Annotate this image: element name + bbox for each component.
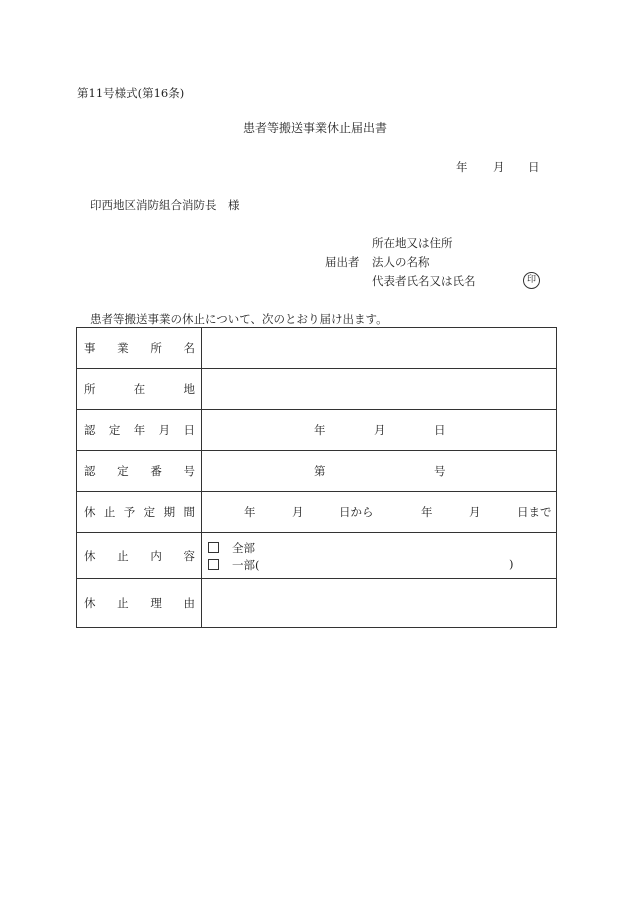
label-char: 期 <box>163 505 176 519</box>
label-char: 在 <box>133 382 146 396</box>
table-row <box>77 451 557 492</box>
period-from: 日から <box>339 505 374 519</box>
label-char: 容 <box>183 548 195 563</box>
date-day-label: 日 <box>528 160 540 174</box>
cert-number-suffix: 号 <box>434 464 446 478</box>
label-certification-number <box>77 451 202 492</box>
option-all[interactable] <box>208 540 255 555</box>
notification-table <box>76 327 557 628</box>
label-char: 内 <box>150 548 162 563</box>
addressee: 印西地区消防組合消防長 様 <box>90 198 240 212</box>
cert-month-label: 月 <box>374 423 386 437</box>
label-char: 理 <box>150 596 162 610</box>
label-char: 由 <box>183 596 195 610</box>
option-partial-close: ) <box>509 557 514 571</box>
label-char: 止 <box>117 596 129 610</box>
checkbox-icon[interactable] <box>208 559 219 570</box>
suspension-period-field[interactable] <box>202 492 557 533</box>
label-char: 休 <box>84 548 96 563</box>
suspension-reason-field[interactable] <box>202 579 557 628</box>
notifier-label: 届出者 <box>325 255 360 269</box>
table-row <box>77 328 557 369</box>
form-number: 第11号様式(第16条) <box>77 86 185 100</box>
table-row <box>77 492 557 533</box>
notifier-name-label: 法人の名称 <box>372 255 430 269</box>
table-row <box>77 533 557 579</box>
period-start-month: 月 <box>292 505 304 519</box>
location-field[interactable] <box>202 369 557 410</box>
option-partial[interactable] <box>208 557 260 572</box>
label-char: 年 <box>133 423 146 437</box>
period-start-year: 年 <box>244 505 256 519</box>
cert-day-label: 日 <box>434 423 446 437</box>
suspension-content-field <box>202 533 557 579</box>
label-business-office <box>77 328 202 369</box>
seal-mark: 印 <box>523 272 540 289</box>
label-char: 月 <box>158 423 171 437</box>
label-char: 予 <box>123 505 136 519</box>
label-char: 地 <box>183 382 195 396</box>
checkbox-icon[interactable] <box>208 542 219 553</box>
label-char: 定 <box>143 505 156 519</box>
label-suspension-content <box>77 533 202 579</box>
label-suspension-period <box>77 492 202 533</box>
date-month-label: 月 <box>493 160 505 174</box>
label-char: 止 <box>117 548 129 563</box>
business-office-field[interactable] <box>202 328 557 369</box>
notifier-representative-label: 代表者氏名又は氏名 <box>372 274 476 288</box>
label-char: 間 <box>183 505 195 519</box>
form-title: 患者等搬送事業休止届出書 <box>242 121 387 135</box>
label-location <box>77 369 202 410</box>
label-char: 定 <box>117 464 129 478</box>
certification-date-field[interactable] <box>202 410 557 451</box>
label-char: 止 <box>103 505 116 519</box>
label-char: 休 <box>84 505 96 519</box>
period-until: 日まで <box>517 505 552 519</box>
label-char: 認 <box>84 464 96 478</box>
cert-year-label: 年 <box>314 423 326 437</box>
period-end-year: 年 <box>421 505 433 519</box>
label-certification-date <box>77 410 202 451</box>
label-char: 事 <box>84 341 96 355</box>
label-char: 休 <box>84 596 96 610</box>
date-year-label: 年 <box>456 160 468 174</box>
label-char: 定 <box>108 423 121 437</box>
notifier-address-label: 所在地又は住所 <box>372 236 453 250</box>
option-partial-label: 一部( <box>232 557 260 572</box>
label-char: 認 <box>84 423 96 437</box>
label-char: 号 <box>183 464 195 478</box>
table-row <box>77 369 557 410</box>
intro-text: 患者等搬送事業の休止について、次のとおり届け出ます。 <box>90 312 388 326</box>
label-char: 名 <box>183 341 195 355</box>
period-end-month: 月 <box>469 505 481 519</box>
label-char: 番 <box>150 464 162 478</box>
label-suspension-reason <box>77 579 202 628</box>
label-char: 所 <box>150 341 162 355</box>
label-char: 所 <box>84 382 96 396</box>
option-all-label: 全部 <box>232 540 255 555</box>
table-row <box>77 410 557 451</box>
table-row <box>77 579 557 628</box>
certification-number-field[interactable] <box>202 451 557 492</box>
cert-number-prefix: 第 <box>314 464 326 478</box>
label-char: 日 <box>183 423 195 437</box>
label-char: 業 <box>117 341 129 355</box>
